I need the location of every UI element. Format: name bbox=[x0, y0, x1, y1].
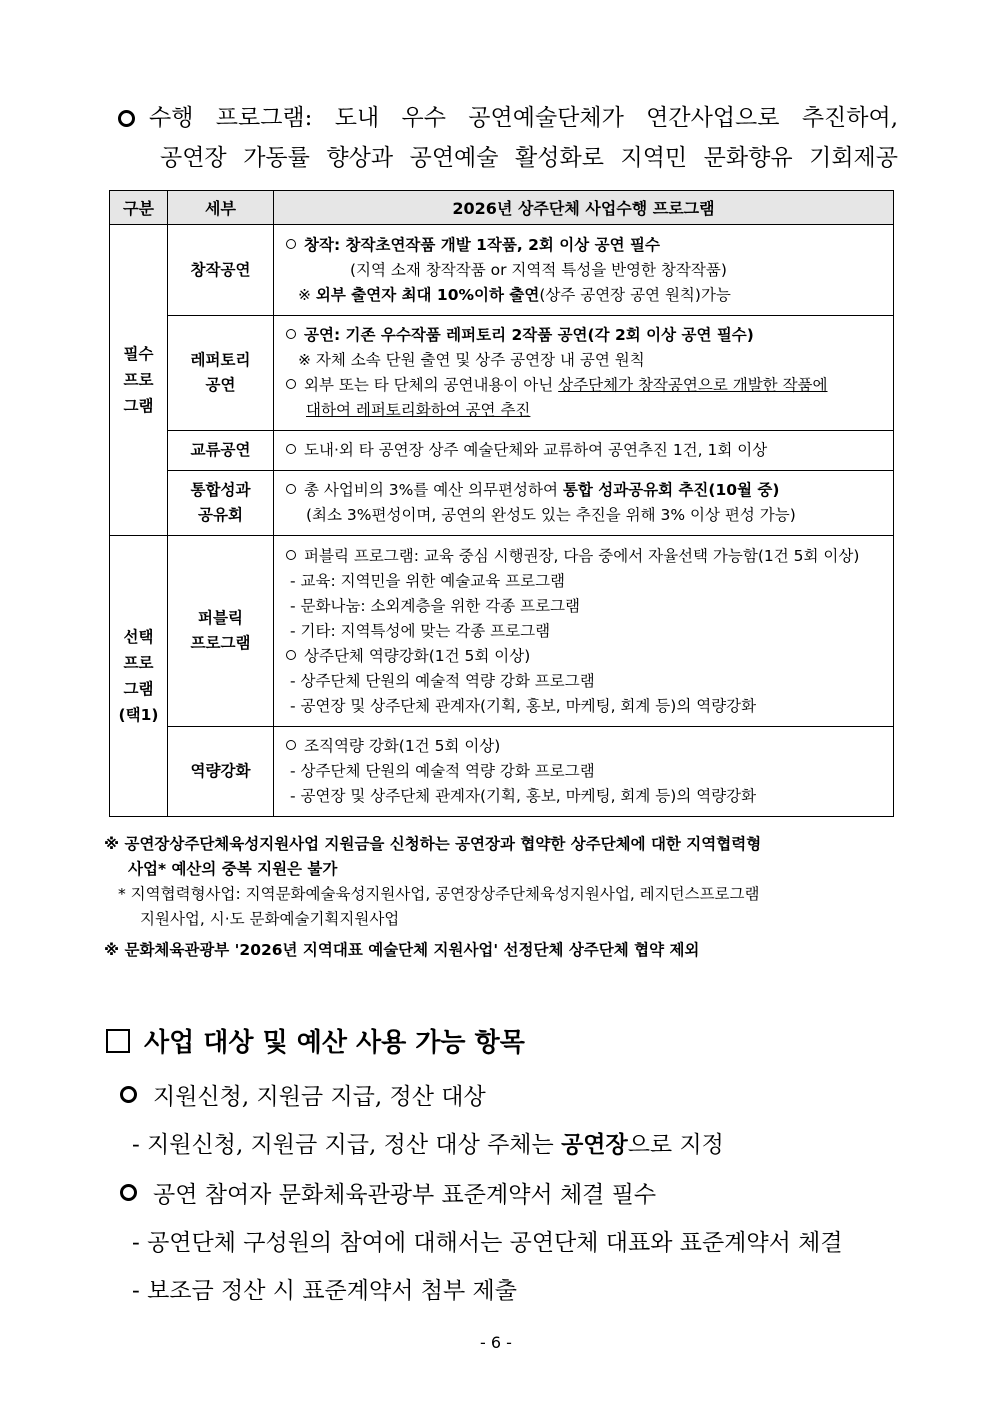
desc-text: 상주단체가 창작공연으로 개발한 작품에 bbox=[558, 376, 828, 394]
table-header-row bbox=[110, 191, 894, 225]
circle-bullet-icon bbox=[120, 1184, 137, 1201]
desc-text: 창작: 창작초연작품 개발 1작품, 2회 이상 공연 필수 bbox=[304, 235, 660, 254]
desc-capacity bbox=[274, 727, 894, 817]
page-number: - 6 - bbox=[480, 1333, 512, 1352]
desc-text: (상주 공연장 공연 원칙)가능 bbox=[539, 285, 731, 304]
header-category: 구분 bbox=[110, 191, 168, 225]
desc-text: 통합 성과공유회 추진(10월 중) bbox=[562, 481, 780, 499]
desc-text: - 상주단체 단원의 예술적 역량 강화 프로그램 bbox=[290, 762, 595, 780]
circle-bullet-icon bbox=[118, 110, 135, 127]
dash-text-bold: 공연장 bbox=[561, 1131, 628, 1158]
dash-item bbox=[132, 1224, 843, 1257]
desc-text: (최소 3%편성이며, 공연의 완성도 있는 추진을 위해 3% 이상 편성 가능) bbox=[306, 506, 796, 524]
dash-text: - 지원신청, 지원금 지급, 정산 대상 주체는 bbox=[132, 1132, 562, 1158]
program-table bbox=[109, 190, 894, 817]
sub-text: 퍼블릭 bbox=[198, 609, 243, 627]
desc-text: 총 사업비의 3%를 예산 의무편성하여 bbox=[304, 481, 563, 499]
table-row bbox=[110, 536, 894, 727]
desc-text: (지역 소재 창작작품 or 지역적 특성을 반영한 창작작품) bbox=[350, 260, 727, 279]
dash-text: - 보조금 정산 시 표준계약서 첨부 제출 bbox=[132, 1278, 517, 1304]
table-row bbox=[110, 727, 894, 817]
dash-item bbox=[132, 1126, 724, 1159]
desc-sharing bbox=[274, 471, 894, 536]
intro-line-1: 수행 프로그램: 도내 우수 공연예술단체가 연간사업으로 추진하여, bbox=[149, 105, 898, 131]
sub-text: 통합성과 bbox=[190, 481, 251, 499]
note-exclusion: ※ 문화체육관광부 '2026년 지역대표 예술단체 지원사업' 선정단체 상주단체 협약 제외 bbox=[104, 941, 700, 959]
small-circle-bullet-icon bbox=[286, 444, 296, 454]
section-heading bbox=[106, 1022, 525, 1059]
category-text: 그램 bbox=[123, 397, 154, 415]
desc-text: 외부 또는 타 단체의 공연내용이 아닌 bbox=[304, 376, 559, 394]
note-definition-2: 지원사업, 시·도 문화예술기획지원사업 bbox=[140, 910, 400, 928]
desc-creative bbox=[274, 225, 894, 316]
category-optional bbox=[110, 536, 168, 817]
desc-text: 외부 출연자 최대 10%이하 출연 bbox=[315, 285, 540, 304]
category-text: 그램 bbox=[123, 680, 154, 698]
category-required bbox=[110, 225, 168, 536]
desc-text: 조직역량 강화(1건 5회 이상) bbox=[304, 737, 501, 755]
table-row bbox=[110, 225, 894, 316]
note-definition-1: * 지역협력형사업: 지역문화예술육성지원사업, 공연장상주단체육성지원사업, 레지던스프로그램 bbox=[118, 885, 760, 903]
note-duplicate-2: 사업* 예산의 중복 지원은 불가 bbox=[128, 860, 338, 878]
desc-text: - 교육: 지역민을 위한 예술교육 프로그램 bbox=[290, 571, 566, 590]
dash-text: - 공연단체 구성원의 참여에 대해서는 공연단체 대표와 표준계약서 체결 bbox=[132, 1230, 843, 1256]
desc-text: 공연: 기존 우수작품 레퍼토리 2작품 공연(각 2회 이상 공연 필수) bbox=[304, 326, 754, 344]
small-circle-bullet-icon bbox=[286, 550, 296, 560]
bullet-text: 공연 참여자 문화체육관광부 표준계약서 체결 필수 bbox=[153, 1182, 657, 1208]
dash-item bbox=[132, 1272, 517, 1305]
small-circle-bullet-icon bbox=[286, 329, 296, 339]
small-circle-bullet-icon bbox=[286, 740, 296, 750]
small-circle-bullet-icon bbox=[286, 484, 296, 494]
small-circle-bullet-icon bbox=[286, 650, 296, 660]
note-duplicate-1: ※ 공연장상주단체육성지원사업 지원금을 신청하는 공연장과 협약한 상주단체에 대한 지역협력형 bbox=[104, 835, 762, 853]
desc-public bbox=[274, 536, 894, 727]
section-title: 사업 대상 및 예산 사용 가능 항목 bbox=[144, 1028, 525, 1058]
sub-public bbox=[168, 536, 274, 727]
sub-exchange: 교류공연 bbox=[168, 431, 274, 471]
small-circle-bullet-icon bbox=[286, 239, 296, 249]
sub-text: 프로그램 bbox=[190, 634, 251, 652]
desc-text: 대하여 레퍼토리화하여 공연 추진 bbox=[306, 401, 531, 419]
sub-repertory bbox=[168, 316, 274, 431]
desc-text: 도내·외 타 공연장 상주 예술단체와 교류하여 공연추진 1건, 1회 이상 bbox=[304, 441, 768, 459]
desc-repertory bbox=[274, 316, 894, 431]
sub-creative: 창작공연 bbox=[168, 225, 274, 316]
sub-text: 공연 bbox=[205, 376, 236, 394]
desc-exchange bbox=[274, 431, 894, 471]
bullet-text: 지원신청, 지원금 지급, 정산 대상 bbox=[153, 1084, 486, 1110]
circle-bullet-icon bbox=[120, 1086, 137, 1103]
category-text: 선택 bbox=[123, 628, 154, 646]
desc-text: - 문화나눔: 소외계층을 위한 각종 프로그램 bbox=[290, 596, 580, 615]
intro-line-2: 공연장 가동률 향상과 공연예술 활성화로 지역민 문화향유 기회제공 bbox=[160, 145, 898, 171]
desc-text: ※ bbox=[298, 285, 316, 304]
category-text: (택1) bbox=[118, 706, 159, 724]
bullet-item bbox=[120, 1078, 486, 1111]
desc-text: - 공연장 및 상주단체 관계자(기획, 홍보, 마케팅, 회계 등)의 역량강화 bbox=[290, 696, 757, 715]
desc-text: ※ 자체 소속 단원 출연 및 상주 공연장 내 공연 원칙 bbox=[298, 351, 645, 369]
desc-text: - 공연장 및 상주단체 관계자(기획, 홍보, 마케팅, 회계 등)의 역량강화 bbox=[290, 787, 757, 805]
sub-text: 레퍼토리 bbox=[190, 351, 251, 369]
table-row bbox=[110, 431, 894, 471]
checkbox-square-icon bbox=[106, 1029, 130, 1053]
desc-text: - 기타: 지역특성에 맞는 각종 프로그램 bbox=[290, 621, 551, 640]
sub-capacity: 역량강화 bbox=[168, 727, 274, 817]
intro-paragraph bbox=[118, 98, 898, 178]
notes-block bbox=[104, 832, 904, 963]
bullet-item bbox=[120, 1176, 656, 1209]
category-text: 필수 bbox=[123, 345, 154, 363]
small-circle-bullet-icon bbox=[286, 379, 296, 389]
sub-text: 공유회 bbox=[198, 506, 243, 524]
category-text: 프로 bbox=[123, 371, 154, 389]
header-program: 2026년 상주단체 사업수행 프로그램 bbox=[274, 191, 894, 225]
dash-text: 으로 지정 bbox=[627, 1132, 724, 1158]
sub-sharing bbox=[168, 471, 274, 536]
category-text: 프로 bbox=[123, 654, 154, 672]
desc-text: 퍼블릭 프로그램: 교육 중심 시행권장, 다음 중에서 자율선택 가능함(1건 5회 이상) bbox=[304, 546, 860, 565]
desc-text: - 상주단체 단원의 예술적 역량 강화 프로그램 bbox=[290, 671, 595, 690]
table-row bbox=[110, 471, 894, 536]
desc-text: 상주단체 역량강화(1건 5회 이상) bbox=[304, 646, 531, 665]
header-detail: 세부 bbox=[168, 191, 274, 225]
table-row bbox=[110, 316, 894, 431]
